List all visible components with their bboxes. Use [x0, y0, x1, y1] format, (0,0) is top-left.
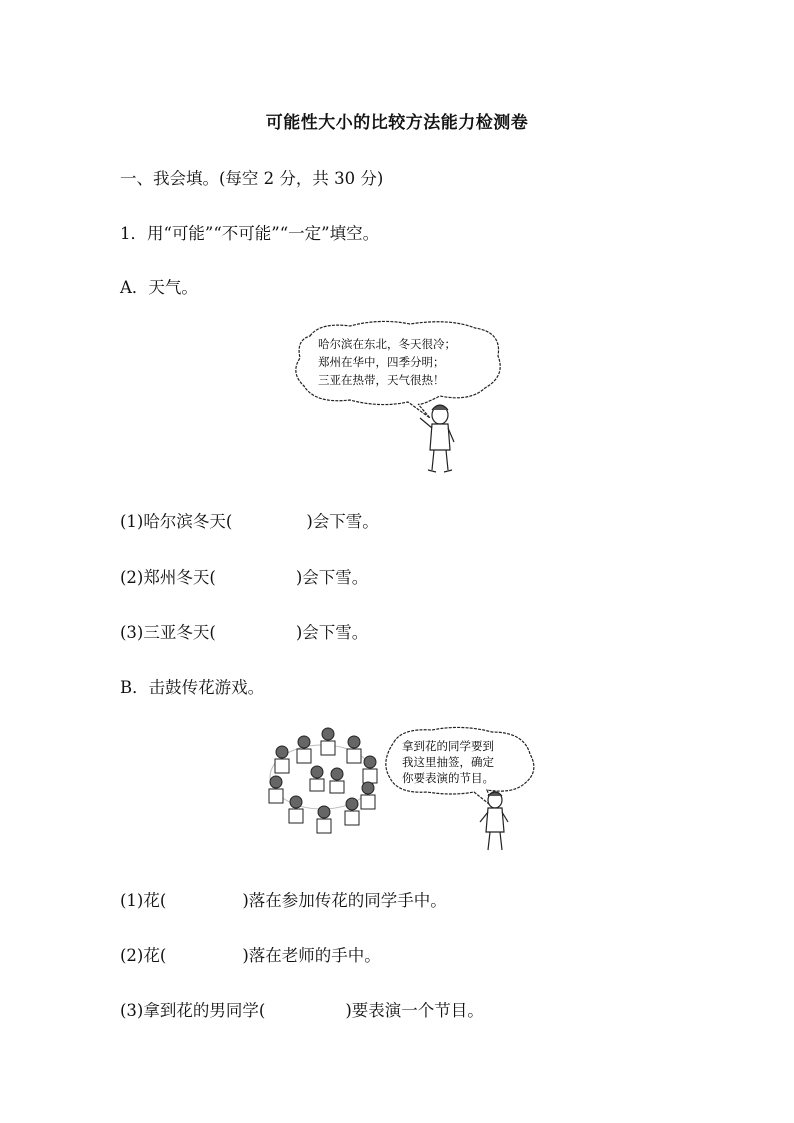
bubble-line-3: 你要表演的节目。	[402, 771, 494, 785]
weather-illustration	[290, 318, 510, 480]
part-a-item-2: (2)郑州冬天( )会下雪。	[120, 568, 369, 587]
bubble-line-2: 郑州在华中，四季分明；	[318, 355, 445, 369]
part-b-item-2: (2)花( )落在老师的手中。	[120, 946, 381, 965]
part-b-item-1: (1)花( )落在参加传花的同学手中。	[120, 891, 447, 910]
bubble-line-1: 哈尔滨在东北，冬天很冷；	[318, 337, 456, 351]
drum-game-illustration	[262, 722, 542, 856]
part-a-item-3: (3)三亚冬天( )会下雪。	[120, 623, 369, 642]
part-b-item-3: (3)拿到花的男同学( )要表演一个节目。	[120, 1001, 484, 1020]
children-circle	[269, 728, 377, 833]
section-heading: 一、我会填。(每空 2 分，共 30 分)	[120, 169, 384, 188]
part-a-label: A．天气。	[120, 278, 198, 297]
bubble-line-1: 拿到花的同学要到	[402, 739, 494, 753]
part-a-item-1: (1)哈尔滨冬天( )会下雪。	[120, 512, 379, 531]
page-title: 可能性大小的比较方法能力检测卷	[265, 113, 529, 133]
part-b-label: B．击鼓传花游戏。	[120, 678, 265, 697]
question-1-text: 1．用“可能”“不可能”“一定”填空。	[120, 224, 380, 243]
speech-bubble	[296, 321, 500, 418]
bubble-line-3: 三亚在热带，天气很热！	[318, 373, 445, 387]
bubble-line-2: 我这里抽签，确定	[402, 755, 494, 769]
